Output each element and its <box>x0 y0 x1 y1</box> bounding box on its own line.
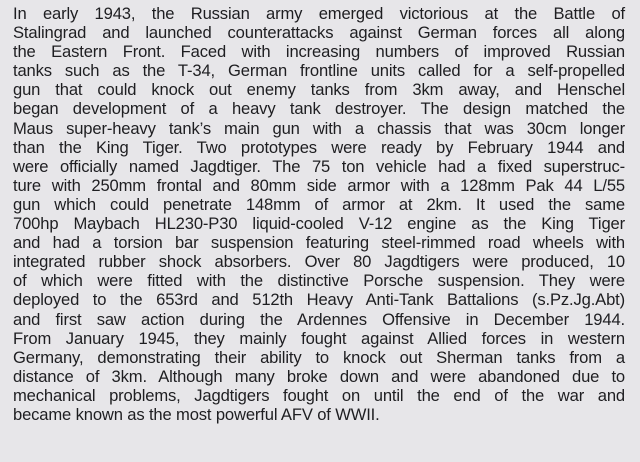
text-line: Maus super-heavy tank’s main gun with a chassis that was 30cm longer <box>13 118 625 138</box>
text-line: became known as the most powerful AFV of WWII. <box>13 404 380 424</box>
text-line: than the King Tiger. Two prototypes were ready by February 1944 and <box>13 137 625 157</box>
text-line: mechanical problems, Jagdtigers fought on until the end of the war and <box>13 385 625 405</box>
text-line: were officially named Jagdtiger. The 75 ton vehicle had a fixed superstruc- <box>13 156 625 176</box>
text-line: began development of a heavy tank destroyer. The design matched the <box>13 99 625 119</box>
text-line: ture with 250mm frontal and 80mm side armor with a 128mm Pak 44 L/55 <box>13 175 625 195</box>
text-line: gun that could knock out enemy tanks from 3km away, and Henschel <box>13 80 625 100</box>
text-line: Stalingrad and launched counterattacks against German forces all along <box>13 23 625 43</box>
text-line: and first saw action during the Ardennes Offensive in December 1944. <box>13 309 625 329</box>
text-line: distance of 3km. Although many broke down and were abandoned due to <box>13 366 625 386</box>
text-line: Germany, demonstrating their ability to knock out Sherman tanks from a <box>13 347 625 367</box>
text-line: of which were fitted with the distinctive Porsche suspension. They were <box>13 271 625 291</box>
text-line: gun which could penetrate 148mm of armor at 2km. It used the same <box>13 194 625 214</box>
article-paragraph <box>13 4 625 424</box>
text-line: From January 1945, they mainly fought against Allied forces in western <box>13 328 625 348</box>
text-line: In early 1943, the Russian army emerged victorious at the Battle of <box>13 4 625 23</box>
text-line: integrated rubber shock absorbers. Over 80 Jagdtigers were produced, 10 <box>13 252 625 272</box>
text-line: the Eastern Front. Faced with increasing numbers of improved Russian <box>13 42 625 62</box>
text-line: tanks such as the T-34, German frontline units called for a self-propelled <box>13 61 625 81</box>
text-line: deployed to the 653rd and 512th Heavy Anti-Tank Battalions (s.Pz.Jg.Abt) <box>13 290 625 310</box>
text-line: and had a torsion bar suspension featuring steel-rimmed road wheels with <box>13 233 625 253</box>
text-line: 700hp Maybach HL230-P30 liquid-cooled V-12 engine as the King Tiger <box>13 214 625 234</box>
